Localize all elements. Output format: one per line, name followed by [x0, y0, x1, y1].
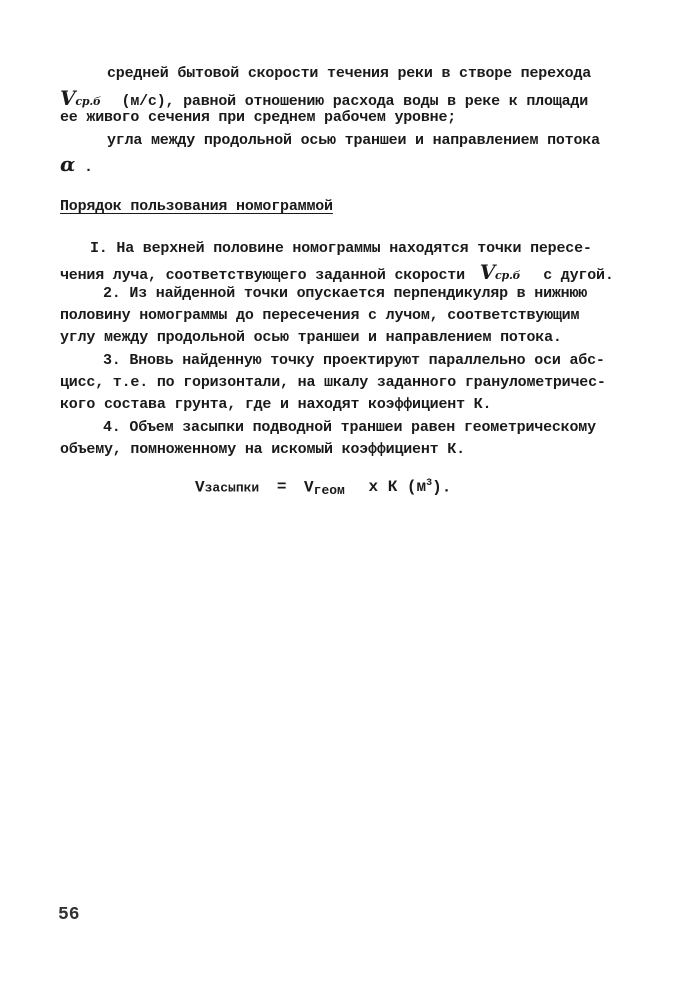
page-number: 56	[58, 905, 80, 925]
formula-subscript: геом	[313, 483, 345, 499]
text-segment: чения луча, соответствующего заданной скорости	[60, 267, 465, 284]
formula-symbol: V	[304, 478, 314, 497]
text-line: кого состава грунта, где и находят коэффициент К.	[60, 396, 492, 413]
section-heading: Порядок пользования номограммой	[60, 198, 333, 215]
formula-text: x К (м	[368, 478, 427, 497]
text-line: объему, помноженному на искомый коэффициент К.	[60, 441, 465, 458]
formula-subscript: засыпки	[204, 480, 260, 496]
volume-formula	[195, 478, 452, 499]
alpha-symbol: α	[60, 152, 76, 176]
text-line: 2. Из найденной точки опускается перпендикуляр в нижнюю	[103, 285, 588, 302]
text-line: углу между продольной осью траншеи и направлением потока.	[60, 329, 562, 346]
text-line: половину номограммы до пересечения с лучом, соответствующим	[60, 307, 580, 324]
text-line: I. На верхней половине номограммы находятся точки пересе-	[90, 240, 592, 257]
text-segment: (м/с), равной отношению расхода воды в реке к площади	[121, 93, 588, 110]
velocity-symbol: V	[60, 86, 76, 110]
text-line-with-symbol	[60, 260, 614, 284]
formula-symbol: V	[195, 478, 205, 497]
text-line: ее живого сечения при среднем рабочем уровне;	[60, 109, 457, 126]
text-line-with-symbol	[60, 152, 93, 176]
text-line: 3. Вновь найденную точку проектируют параллельно оси абс-	[103, 352, 605, 369]
text-line-with-symbol	[60, 86, 588, 110]
formula-text: ).	[432, 478, 452, 497]
text-line: угла между продольной осью траншеи и направлением потока	[107, 132, 600, 149]
formula-equals: =	[276, 478, 287, 497]
text-line: цисс, т.е. по горизонтали, на шкалу заданного гранулометричес-	[60, 374, 606, 391]
text-line: средней бытовой скорости течения реки в створе перехода	[107, 65, 592, 82]
velocity-symbol: V	[479, 260, 496, 284]
text-segment: .	[84, 159, 93, 176]
text-line: 4. Объем засыпки подводной траншеи равен геометрическому	[103, 419, 596, 436]
text-segment: с дугой.	[543, 267, 614, 284]
velocity-subscript: ср.б	[75, 95, 101, 108]
velocity-subscript: ср.б	[495, 269, 521, 282]
formula-exponent: 3	[426, 478, 433, 489]
